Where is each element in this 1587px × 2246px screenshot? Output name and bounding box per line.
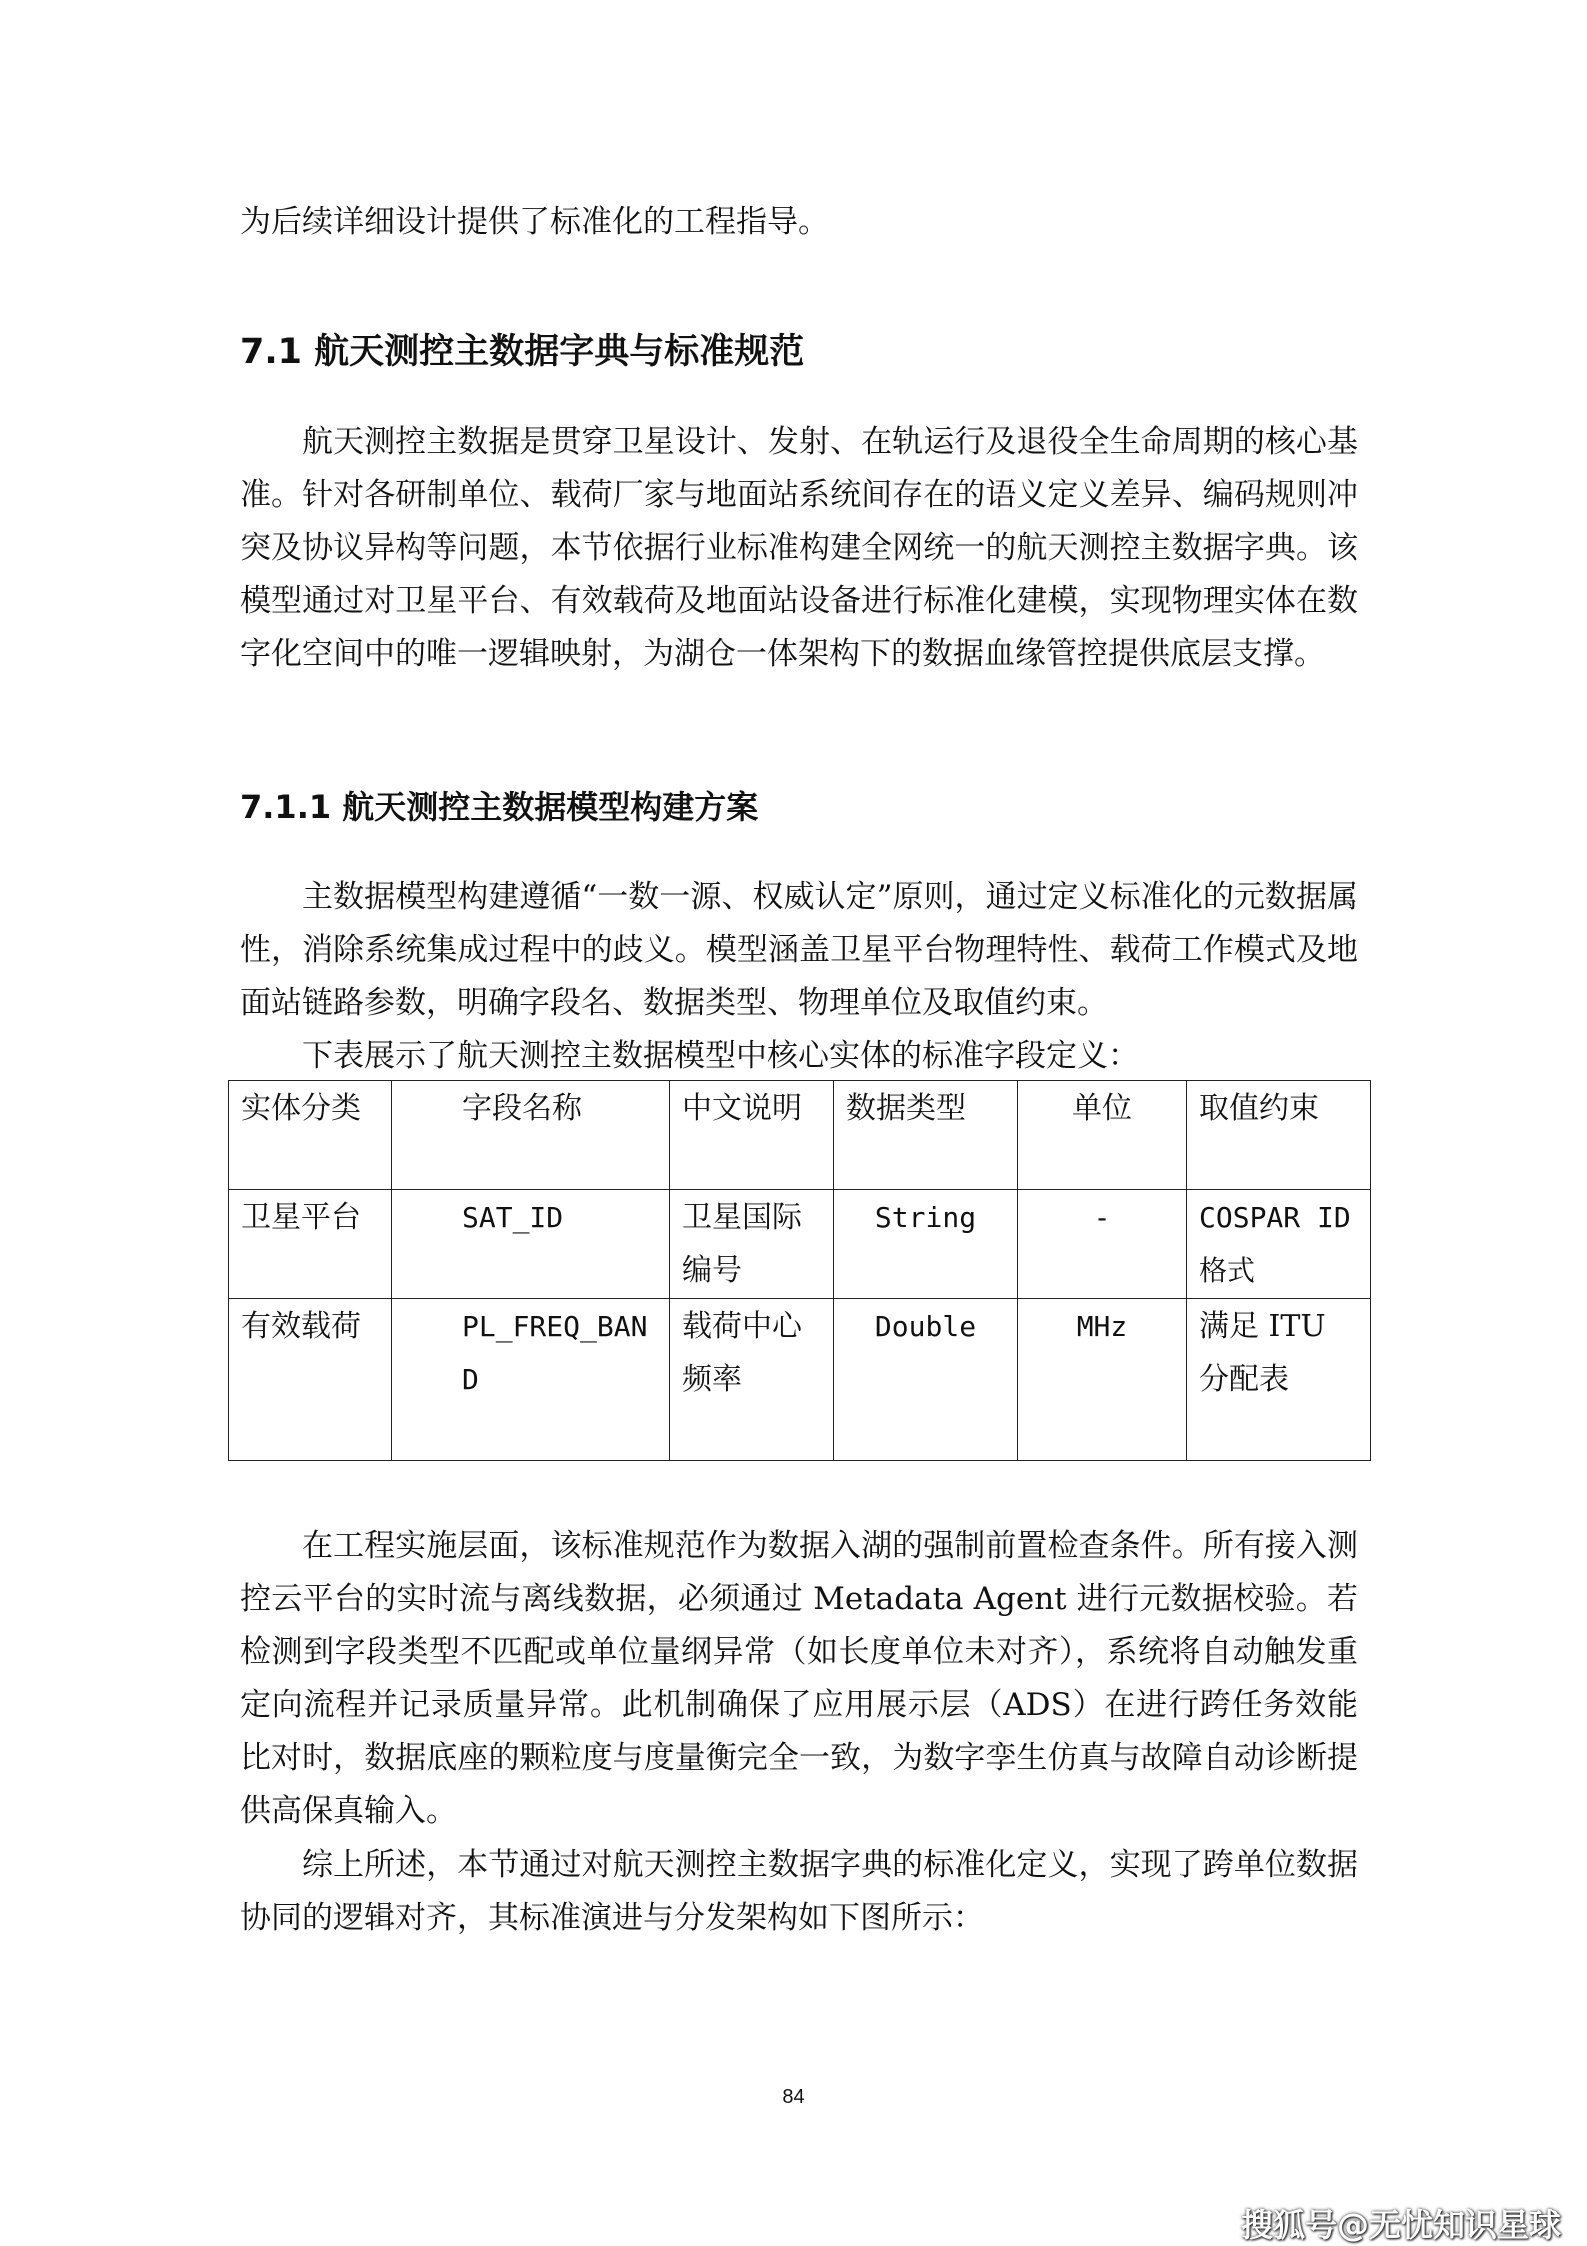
table-header-cell: 字段名称	[392, 1081, 670, 1190]
table-header-cell: 数据类型	[834, 1081, 1018, 1190]
table-cell: PL_FREQ_BAND	[392, 1299, 670, 1461]
table-cell: Double	[834, 1299, 1018, 1461]
master-data-field-table	[228, 1080, 1371, 1461]
table-cell: 满足 ITU 分配表	[1187, 1299, 1371, 1461]
table-cell: COSPAR ID 格式	[1187, 1190, 1371, 1299]
table-header-cell: 实体分类	[229, 1081, 392, 1190]
section-title: 7.1 航天测控主数据字典与标准规范	[240, 332, 805, 372]
intro-line: 为后续详细设计提供了标准化的工程指导。	[240, 204, 829, 240]
table-header-row	[229, 1081, 1371, 1190]
table-cell: 有效载荷	[229, 1299, 392, 1461]
table-row	[229, 1190, 1371, 1299]
subsection-title: 7.1.1 航天测控主数据模型构建方案	[240, 788, 759, 826]
table-header-cell: 单位	[1018, 1081, 1187, 1190]
table-cell: 卫星平台	[229, 1190, 392, 1299]
table-cell: String	[834, 1190, 1018, 1299]
table-row	[229, 1299, 1371, 1461]
table-cell: 载荷中心频率	[670, 1299, 834, 1461]
table-cell: 卫星国际编号	[670, 1190, 834, 1299]
summary-paragraph: 综上所述，本节通过对航天测控主数据字典的标准化定义，实现了跨单位数据协同的逻辑对齐，其标准演进与分发架构如下图所示：	[240, 1847, 1358, 1936]
source-watermark: 搜狐号@无忧知识星球	[1240, 2206, 1561, 2244]
table-cell: SAT_ID	[392, 1190, 670, 1299]
table-header-cell: 取值约束	[1187, 1081, 1371, 1190]
table-header-cell: 中文说明	[670, 1081, 834, 1190]
table-cell: MHz	[1018, 1299, 1187, 1461]
section-paragraph: 航天测控主数据是贯穿卫星设计、发射、在轨运行及退役全生命周期的核心基准。针对各研制单位、载荷厂家与地面站系统间存在的语义定义差异、编码规则冲突及协议异构等问题，本节依据行业标准构建全网统一的航天测控主数据字典。该模型通过对卫星平台、有效载荷及地面站设备进行标准化建模，实现物理实体在数字化空间中的唯一逻辑映射，为湖仓一体架构下的数据血缘管控提供底层支撑。	[240, 424, 1358, 672]
implementation-paragraph: 在工程实施层面，该标准规范作为数据入湖的强制前置检查条件。所有接入测控云平台的实时流与离线数据，必须通过 Metadata Agent 进行元数据校验。若检测到字段类型不匹配或单位量纲异常（如长度单位未对齐），系统将自动触发重定向流程并记录质量异常。此机制确保了应用展示层（ADS）在进行跨任务效能比对时，数据底座的颗粒度与度量衡完全一致，为数字孪生仿真与故障自动诊断提供高保真输入。	[240, 1528, 1358, 1829]
subsection-paragraph-1: 主数据模型构建遵循“一数一源、权威认定”原则，通过定义标准化的元数据属性，消除系统集成过程中的歧义。模型涵盖卫星平台物理特性、载荷工作模式及地面站链路参数，明确字段名、数据类型、物理单位及取值约束。	[240, 879, 1358, 1021]
page-number: 84	[782, 2086, 805, 2108]
table-cell: -	[1018, 1190, 1187, 1299]
subsection-paragraph-2: 下表展示了航天测控主数据模型中核心实体的标准字段定义：	[302, 1038, 1139, 1074]
